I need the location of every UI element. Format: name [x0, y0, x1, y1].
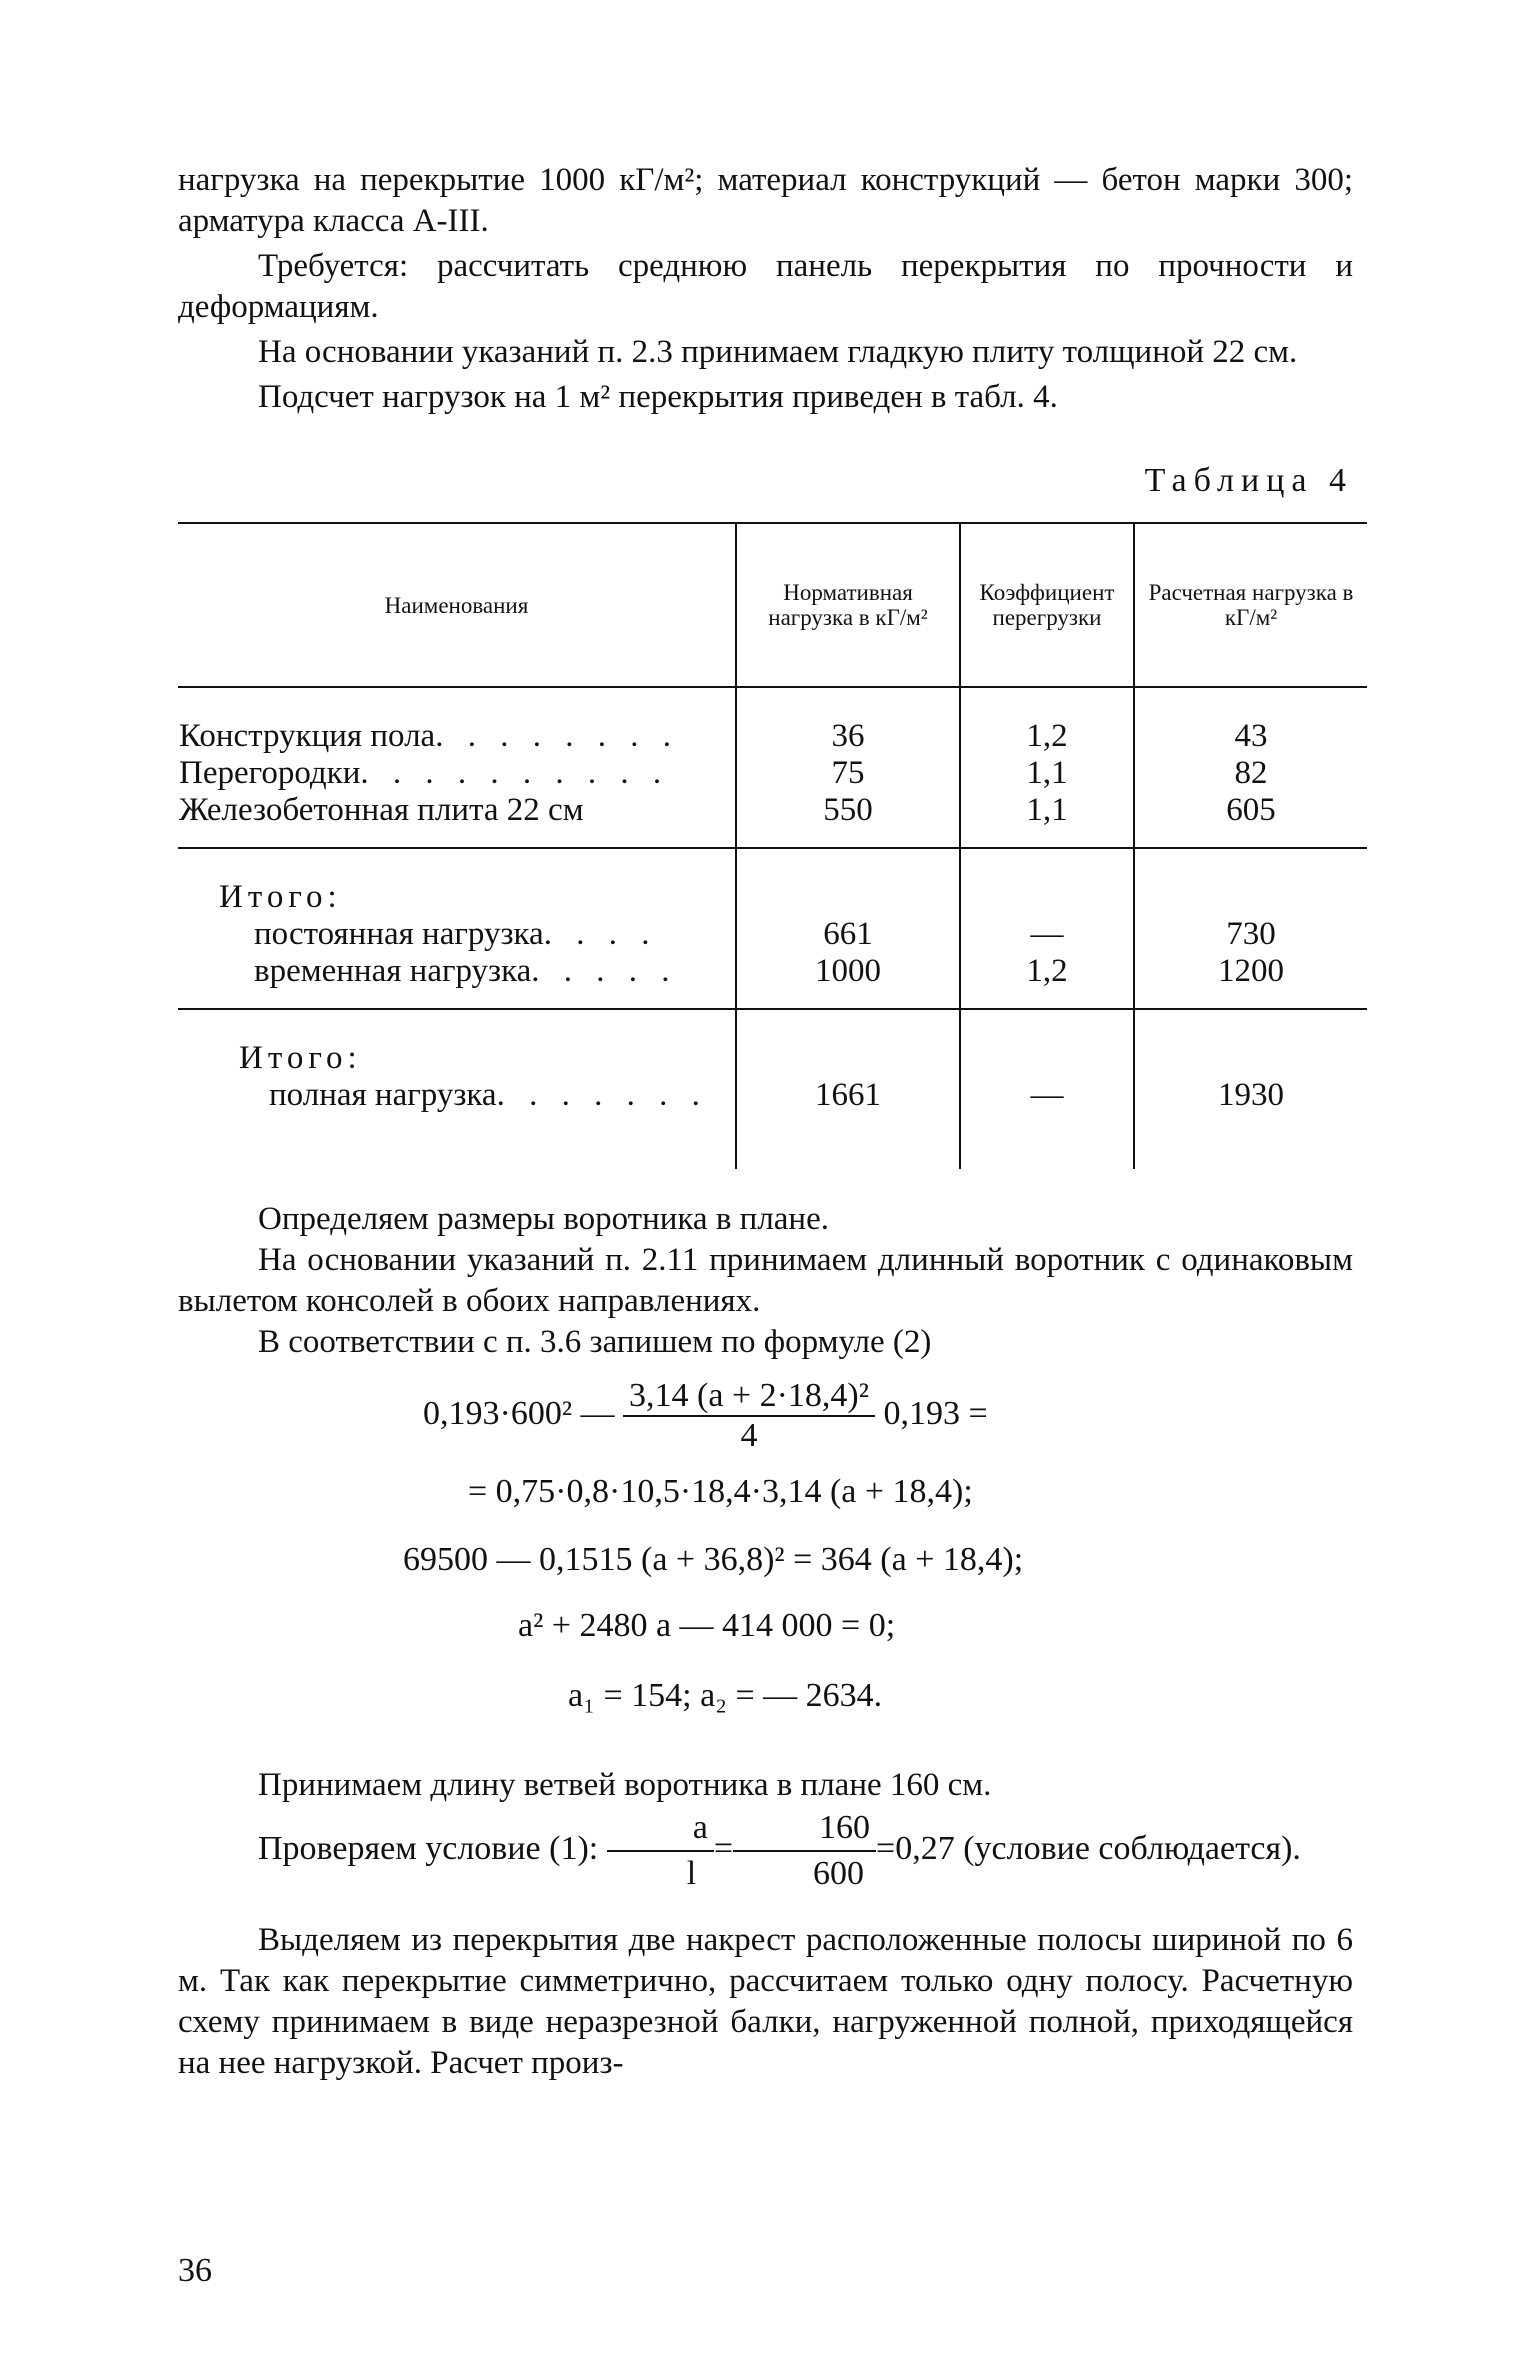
group-2-coefficient [960, 848, 1134, 1009]
closing-paragraph-3: Выделяем из перекрытия две накрест расположенные полосы шириной по 6 м. Так как перекрытие симметрично, рассчитаем только одну полосу. Расчетную схему принимаем в виде неразрезной балки, нагруженной полной, приходящейся на нее нагрузкой. Расчет произ- [178, 1922, 1353, 2081]
table-cell: — [1030, 916, 1064, 952]
table-cell: 1,1 [1026, 792, 1068, 828]
header-design: Расчетная нагрузка в кГ/м² [1134, 523, 1367, 687]
intro-paragraph-4: Подсчет нагрузок на 1 м² перекрытия приведен в табл. 4. [258, 379, 1058, 415]
value-fraction: $\frac{160}{600}$ [733, 1806, 876, 1896]
equation-1-fraction: $\frac{\text{3,14 (a + 2·18,4)²}}{4}$ [623, 1377, 875, 1455]
table-cell: 75 [831, 755, 865, 791]
after-paragraph-2: На основании указаний п. 2.11 принимаем длинный воротник с одинаковым вылетом консолей в обоих направлениях. [178, 1242, 1353, 1319]
table-cell: 1,2 [1026, 953, 1068, 989]
after-paragraph-1: Определяем размеры воротника в плане. [258, 1201, 829, 1237]
closing-paragraph-2: Проверяем условие (1): $\frac{a}{l}$ = $\frac{160}{600}$ =0,27 (условие соблюдается). [178, 1806, 1353, 1896]
table-cell: 1000 [815, 953, 881, 989]
equation-2: = 0,75·0,8·10,5·18,4·3,14 (a + 18,4); [468, 1473, 973, 1510]
table-group-3 [178, 1009, 1367, 1169]
intro-paragraph-2: Требуется: рассчитать среднюю панель перекрытия по прочности и деформациям. [178, 248, 1353, 325]
equation-1: 0,193·600² — $\frac{\text{3,14 (a + 2·18,4)²}}{4}$ 0,193 = [423, 1377, 988, 1454]
table-row-name: постоянная нагрузка . . . . [254, 916, 658, 952]
page-number: 36 [178, 2252, 212, 2289]
group-2-names [178, 848, 736, 1009]
table-cell: 36 [831, 718, 865, 754]
equation-5: a₁ = 154; a₂ = — 2634. [568, 1677, 883, 1714]
table-cell: 1,1 [1026, 755, 1068, 791]
table-caption: Таблица 4 [1144, 462, 1353, 499]
group-1-names [178, 687, 736, 848]
header-normative: Нормативная нагрузка в кГ/м² [736, 523, 960, 687]
table-cell: 1,2 [1026, 718, 1068, 754]
group-1-normative [736, 687, 960, 848]
after-paragraph-3: В соответствии с п. 3.6 запишем по формуле (2) [258, 1324, 932, 1360]
header-coefficient: Коэффициент перегрузки [960, 523, 1134, 687]
equation-4: a² + 2480 a — 414 000 = 0; [518, 1607, 896, 1644]
table-cell: 661 [823, 916, 873, 952]
table-row-name: полная нагрузка . . . . . . . [269, 1077, 708, 1113]
equation-3: 69500 — 0,1515 (a + 36,8)² = 364 (a + 18,4); [403, 1541, 1024, 1578]
intro-paragraph-1: нагрузка на перекрытие 1000 кГ/м²; материал конструкций — бетон марки 300; арматура класса А-III. [178, 162, 1353, 239]
table-cell: 43 [1234, 718, 1268, 754]
table-group-1 [178, 687, 1367, 848]
table-row-name: временная нагрузка . . . . . [254, 953, 678, 989]
table-cell: 1930 [1218, 1077, 1284, 1113]
group-3-normative [736, 1009, 960, 1169]
table-group-2 [178, 848, 1367, 1009]
ratio-fraction: $\frac{a}{l}$ [607, 1806, 714, 1896]
table-cell: 730 [1226, 916, 1276, 952]
table-row-name: Перегородки . . . . . . . . . . [179, 755, 670, 791]
group-3-coefficient [960, 1009, 1134, 1169]
page-content [178, 160, 1353, 2084]
group-2-design [1134, 848, 1367, 1009]
group-2-title: Итого: [219, 879, 342, 915]
table-cell: 82 [1234, 755, 1268, 791]
table-cell: — [1030, 1077, 1064, 1113]
header-name: Наименования [178, 523, 736, 687]
closing-paragraph-1: Принимаем длину ветвей воротника в плане 160 см. [258, 1767, 992, 1803]
table-header-row [178, 523, 1367, 687]
table-cell: 1200 [1218, 953, 1284, 989]
table-cell: 1661 [815, 1077, 881, 1113]
table-cell: 605 [1226, 792, 1276, 828]
group-1-coefficient [960, 687, 1134, 848]
group-3-names [178, 1009, 736, 1169]
group-2-normative [736, 848, 960, 1009]
table-row-name: Железобетонная плита 22 см [179, 792, 584, 828]
loads-table [178, 522, 1367, 1169]
equations-block [178, 1377, 1353, 1737]
table-row-name: Конструкция пола . . . . . . . . [179, 718, 679, 754]
group-3-title: Итого: [239, 1040, 362, 1076]
group-3-design [1134, 1009, 1367, 1169]
table-cell: 550 [823, 792, 873, 828]
group-1-design [1134, 687, 1367, 848]
intro-paragraph-3: На основании указаний п. 2.3 принимаем гладкую плиту толщиной 22 см. [258, 334, 1298, 370]
